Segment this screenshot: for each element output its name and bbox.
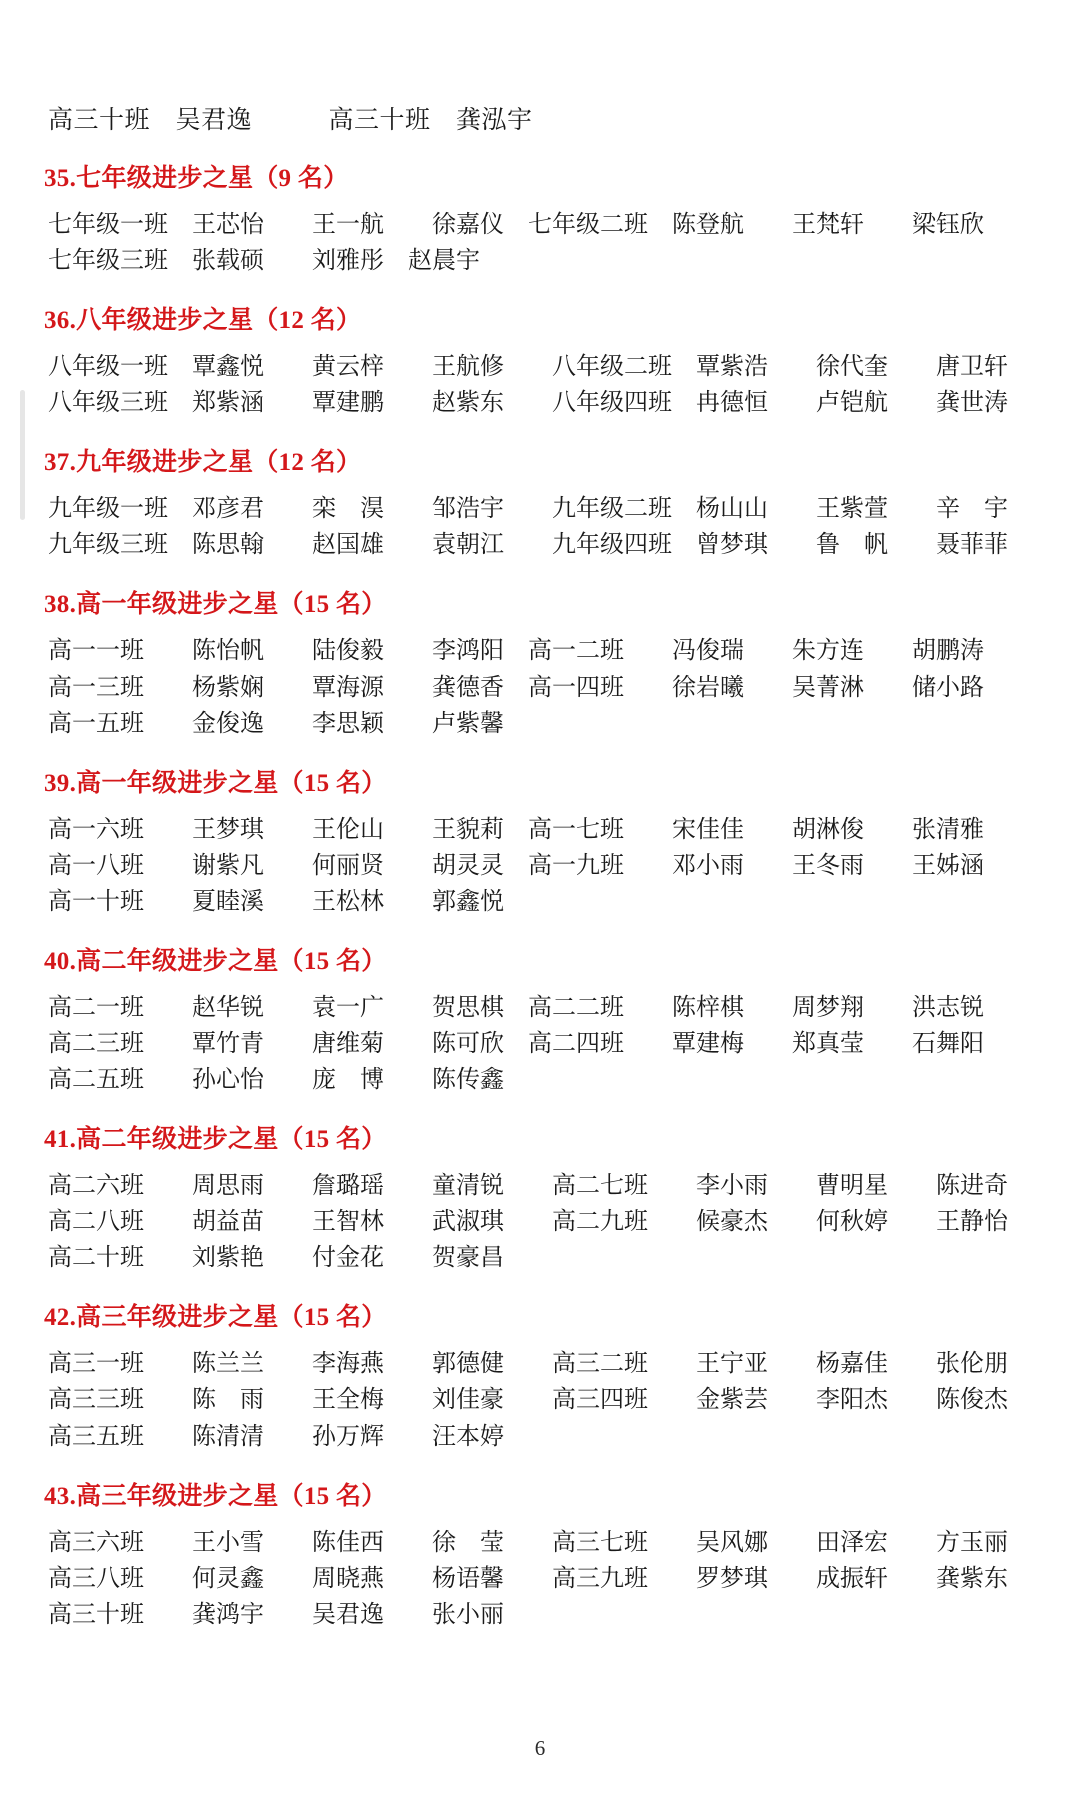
section-body [48, 813, 1024, 919]
section-body [48, 1169, 1024, 1275]
name-line: 高三八班 何灵鑫 周晓燕 杨语馨 高三九班 罗梦琪 成振轩 龚紫东 [48, 1565, 1008, 1592]
section-43 [40, 1476, 1024, 1632]
name-line: 高三五班 陈清清 孙万辉 汪本婷 [48, 1423, 504, 1450]
section-heading: 41.高二年级进步之星（15 名） [44, 1126, 387, 1154]
name-line: 高三三班 陈 雨 王全梅 刘佳豪 高三四班 金紫芸 李阳杰 陈俊杰 [48, 1387, 1008, 1414]
section-41 [40, 1119, 1024, 1275]
page-number: 6 [534, 1736, 546, 1760]
scroll-indicator[interactable] [20, 390, 25, 520]
section-39 [40, 763, 1024, 919]
section-38 [40, 584, 1024, 740]
name-line: 高二十班 刘紫艳 付金花 贺豪昌 [48, 1245, 504, 1272]
name-line: 八年级三班 郑紫涵 覃建鹏 赵紫东 八年级四班 冉德恒 卢铠航 龚世涛 [48, 390, 1008, 417]
name-line: 高二八班 胡益苗 王智林 武淑琪 高二九班 候豪杰 何秋婷 王静怡 [48, 1209, 1008, 1236]
section-heading: 39.高一年级进步之星（15 名） [44, 769, 387, 797]
name-line: 高一三班 杨紫娴 覃海源 龚德香 高一四班 徐岩曦 吴菁淋 储小路 [48, 674, 984, 701]
section-heading: 38.高一年级进步之星（15 名） [44, 591, 387, 619]
name-line: 高一十班 夏睦溪 王松林 郭鑫悦 [48, 888, 504, 915]
section-35 [40, 158, 1024, 278]
section-body [48, 634, 1024, 740]
name-line: 高二五班 孙心怡 庞 博 陈传鑫 [48, 1067, 504, 1094]
section-36 [40, 300, 1024, 420]
name-line: 高二一班 赵华锐 袁一广 贺思棋 高二二班 陈梓棋 周梦翔 洪志锐 [48, 994, 984, 1021]
name-line: 高三六班 王小雪 陈佳西 徐 莹 高三七班 吴风娜 田泽宏 方玉丽 [48, 1529, 1008, 1556]
section-37 [40, 442, 1024, 562]
section-body [48, 991, 1024, 1097]
section-40 [40, 941, 1024, 1097]
name-line: 高一一班 陈怡帆 陆俊毅 李鸿阳 高一二班 冯俊瑞 朱方连 胡鹏涛 [48, 638, 984, 665]
section-heading: 43.高三年级进步之星（15 名） [44, 1482, 387, 1510]
section-body [48, 1526, 1024, 1632]
name-line: 高一八班 谢紫凡 何丽贤 胡灵灵 高一九班 邓小雨 王冬雨 王姊涵 [48, 852, 984, 879]
name-line: 高三一班 陈兰兰 李海燕 郭德健 高三二班 王宁亚 杨嘉佳 张伦朋 [48, 1351, 1008, 1378]
name-line: 九年级一班 邓彦君 栾 淏 邹浩宇 九年级二班 杨山山 王紫萱 辛 宇 [48, 496, 1008, 523]
name-line: 高一五班 金俊逸 李思颖 卢紫馨 [48, 710, 504, 737]
section-body [48, 1347, 1024, 1453]
section-heading: 42.高三年级进步之星（15 名） [44, 1304, 387, 1332]
name-line: 高二六班 周思雨 詹璐瑶 童清锐 高二七班 李小雨 曹明星 陈进奇 [48, 1173, 1008, 1200]
section-heading: 37.九年级进步之星（12 名） [44, 449, 362, 477]
section-body [48, 492, 1024, 562]
section-body [48, 350, 1024, 420]
name-line: 高二三班 覃竹青 唐维菊 陈可欣 高二四班 覃建梅 郑真莹 石舞阳 [48, 1031, 984, 1058]
name-line: 高三十班 龚鸿宇 吴君逸 张小丽 [48, 1601, 504, 1628]
name-line: 高一六班 王梦琪 王伦山 王貌莉 高一七班 宋佳佳 胡淋俊 张清雅 [48, 816, 984, 843]
name-line: 七年级三班 张载硕 刘雅彤 赵晨宇 [48, 248, 480, 275]
section-heading: 36.八年级进步之星（12 名） [44, 307, 362, 335]
section-body [48, 208, 1024, 278]
section-42 [40, 1297, 1024, 1453]
section-heading: 40.高二年级进步之星（15 名） [44, 947, 387, 975]
continued-line: 高三十班 吴君逸 高三十班 龚泓宇 [48, 107, 533, 134]
name-line: 八年级一班 覃鑫悦 黄云梓 王航修 八年级二班 覃紫浩 徐代奎 唐卫轩 [48, 354, 1008, 381]
name-line: 七年级一班 王芯怡 王一航 徐嘉仪 七年级二班 陈登航 王梵轩 梁钰欣 [48, 212, 984, 238]
name-line: 九年级三班 陈思翰 赵国雄 袁朝江 九年级四班 曾梦琪 鲁 帆 聂菲菲 [48, 532, 1008, 559]
section-heading: 35.七年级进步之星（9 名） [44, 165, 349, 192]
